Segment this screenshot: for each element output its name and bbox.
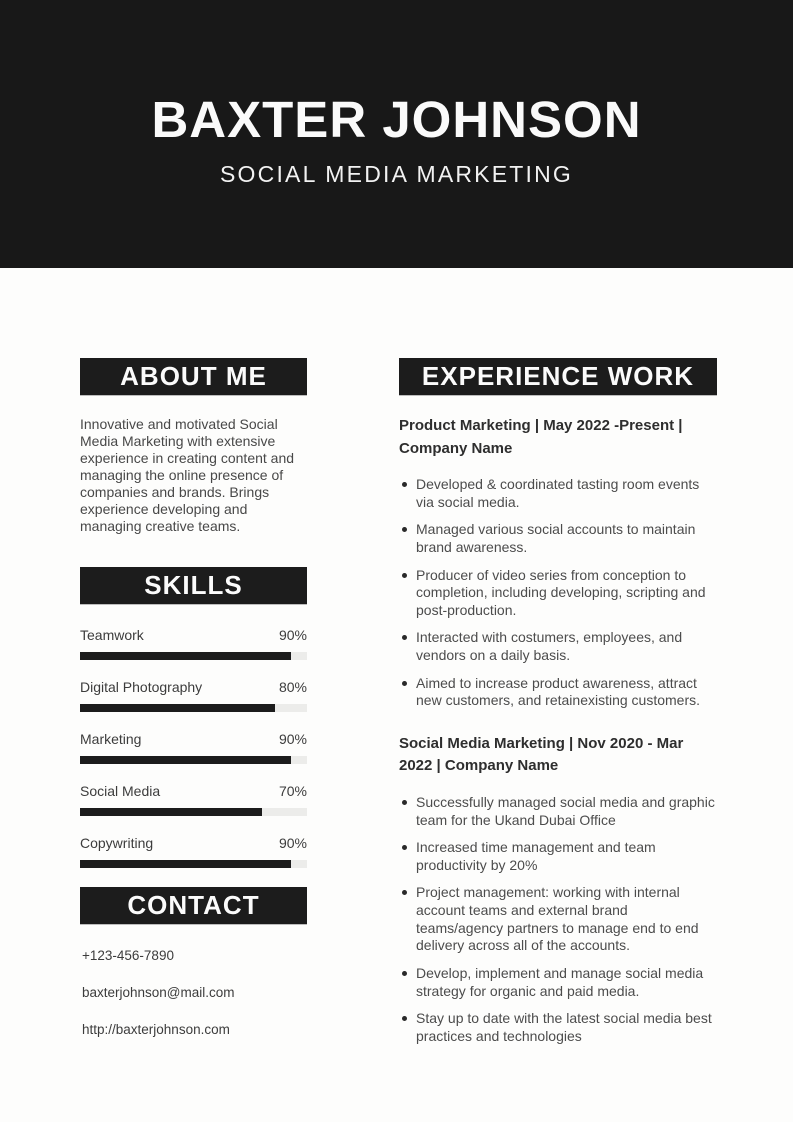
skill-bar-fill — [80, 808, 262, 816]
skills-section — [80, 567, 307, 868]
bullet-text: Producer of video series from conception to completion, including developing, scripting and post-production. — [416, 566, 706, 618]
bullet-dot-icon — [402, 635, 407, 640]
skill-row — [80, 679, 307, 712]
experience-section — [399, 358, 717, 1045]
bullet-item — [399, 1010, 717, 1045]
contact-section — [80, 887, 307, 1038]
skill-bar-track — [80, 756, 307, 764]
skill-label: Social Media — [80, 782, 161, 799]
skill-percent: 90% — [278, 626, 307, 643]
bullet-dot-icon — [402, 681, 407, 686]
skills-list — [80, 627, 307, 868]
bullet-dot-icon — [402, 482, 407, 487]
bullet-item — [399, 839, 717, 874]
job-bullet-list — [399, 476, 717, 710]
skill-bar-fill — [80, 652, 291, 660]
bullet-dot-icon — [402, 890, 407, 895]
skill-bar-fill — [80, 756, 291, 764]
job-title: Product Marketing | May 2022 -Present | Company Name — [399, 417, 683, 457]
person-role-subtitle: SOCIAL MEDIA MARKETING — [220, 161, 573, 187]
contact-email: baxterjohnson@mail.com — [82, 984, 235, 1000]
skill-bar-fill — [80, 860, 291, 868]
bullet-item — [399, 521, 717, 556]
bullet-item — [399, 476, 717, 511]
job-entry — [399, 733, 717, 1046]
bullet-item — [399, 567, 717, 620]
skill-label: Digital Photography — [80, 678, 203, 695]
contact-list — [80, 947, 307, 1038]
bullet-dot-icon — [402, 800, 407, 805]
right-column — [399, 358, 717, 1058]
bullet-text: Interacted with costumers, employees, and vendors on a daily basis. — [416, 629, 683, 663]
skill-row — [80, 731, 307, 764]
contact-heading: CONTACT — [80, 887, 307, 924]
bullet-item — [399, 965, 717, 1000]
bullet-dot-icon — [402, 845, 407, 850]
bullet-dot-icon — [402, 1016, 407, 1021]
bullet-dot-icon — [402, 527, 407, 532]
skill-percent: 70% — [278, 782, 307, 799]
skill-percent: 80% — [278, 678, 307, 695]
bullet-dot-icon — [402, 971, 407, 976]
skill-row — [80, 835, 307, 868]
skill-bar-track — [80, 808, 307, 816]
skill-bar-fill — [80, 704, 275, 712]
job-entry — [399, 415, 717, 710]
bullet-text: Stay up to date with the latest social media best practices and technologies — [416, 1010, 712, 1044]
skill-label: Copywriting — [80, 834, 154, 851]
skill-row — [80, 627, 307, 660]
job-title: Social Media Marketing | Nov 2020 - Mar 2022 | Company Name — [399, 734, 684, 775]
job-bullet-list — [399, 794, 717, 1046]
skill-bar-track — [80, 704, 307, 712]
skill-bar-track — [80, 652, 307, 660]
skill-percent: 90% — [278, 730, 307, 747]
skill-bar-track — [80, 860, 307, 868]
contact-website: http://baxterjohnson.com — [82, 1021, 230, 1037]
header-band — [0, 0, 793, 268]
bullet-item — [399, 675, 717, 710]
contact-phone: +123-456-7890 — [82, 947, 174, 963]
bullet-item — [399, 794, 717, 829]
bullet-text: Increased time management and team productivity by 20% — [416, 839, 656, 873]
skill-row — [80, 783, 307, 816]
about-paragraph: Innovative and motivated Social Media Marketing with extensive experience in creating content and managing the online presence of companies and brands. Brings experience developing and managing creative teams. — [80, 416, 295, 535]
bullet-item — [399, 629, 717, 664]
bullet-text: Managed various social accounts to maintain brand awareness. — [416, 521, 696, 555]
left-column — [80, 358, 307, 1058]
experience-heading: EXPERIENCE WORK — [399, 358, 717, 395]
about-section — [80, 358, 307, 536]
bullet-text: Successfully managed social media and graphic team for the Ukand Dubai Office — [416, 793, 715, 828]
skill-percent: 90% — [278, 834, 307, 851]
bullet-text: Project management: working with internal account teams and external brand teams/agency partners to manage end to end delivery across all of the accounts. — [416, 884, 699, 954]
skill-label: Marketing — [80, 730, 142, 747]
skills-heading: SKILLS — [80, 567, 307, 604]
bullet-text: Develop, implement and manage social media strategy for organic and paid media. — [416, 964, 704, 999]
resume-body — [0, 268, 793, 1058]
person-name: BAXTER JOHNSON — [151, 91, 642, 148]
about-heading: ABOUT ME — [80, 358, 307, 395]
skill-label: Teamwork — [80, 626, 144, 643]
bullet-dot-icon — [402, 573, 407, 578]
bullet-text: Developed & coordinated tasting room events via social media. — [416, 476, 700, 510]
bullet-item — [399, 884, 717, 955]
bullet-text: Aimed to increase product awareness, attract new customers, and retainexisting customers. — [416, 674, 701, 709]
